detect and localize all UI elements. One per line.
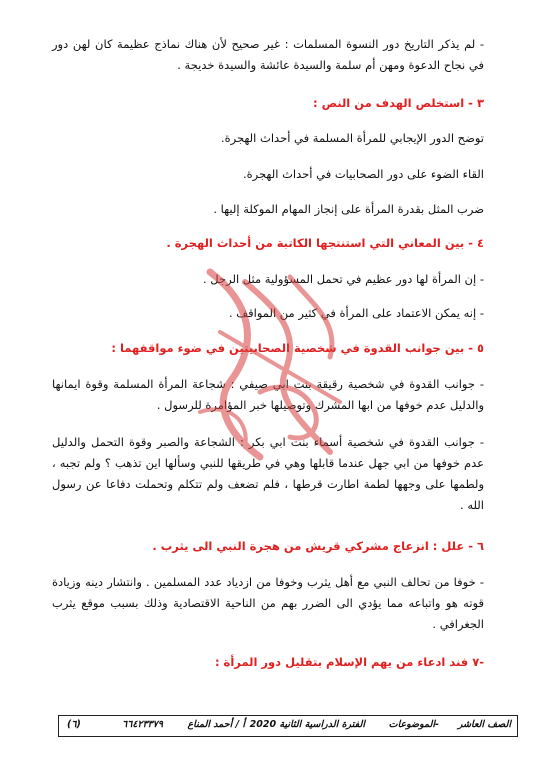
footer-teacher: أ / أحمد المناع (187, 719, 245, 730)
answer-paragraph: - إنه يمكن الاعتماد على المرأة في كثير من المواقف . (228, 306, 484, 320)
footer-grade: الصف العاشر (457, 719, 511, 730)
answer-paragraph: - إن المرأة لها دور عظيم في تحمل المسؤولية مثل الرجل . (202, 272, 484, 286)
question-heading: ٤ - بين المعاني التي استنتجها الكاتبة من أحداث الهجرة . (166, 236, 484, 250)
footer-phone: ٦٦٤٢٣٣٧٩ (122, 719, 163, 730)
question-heading: -٧ فند ادعاء من يهم الإسلام بتقليل دور المرأة : (214, 655, 484, 669)
question-heading: ٦ - علل : انزعاج مشركي قريش من هجرة النبي الى يثرب . (152, 539, 484, 553)
watermark-stroke (210, 272, 260, 457)
answer-paragraph: - جوانب القدوة في شخصية رقيقة بنت ابي صيفي : شجاعة المرأة المسلمة وقوة ايمانها والدليل عدم خوفها من ابها المشرك وتوصيلها خبر المؤامرة للرسول . (52, 377, 484, 412)
answer-paragraph: - لم يذكر التاريخ دور النسوة المسلمات : غير صحيح لأن هناك نماذج عظيمة كان لهن دور في نجاح الدعوة ومهن أم سلمة والسيدة عائشة والسيدة خديجة . (52, 37, 484, 72)
page-footer (58, 715, 518, 737)
footer-subject: -الموضوعات (388, 719, 439, 730)
answer-paragraph: القاء الضوء على دور الصحابيات في أحداث الهجرة. (242, 167, 484, 181)
answer-paragraph: توضح الدور الإيجابي للمرأة المسلمة في أحداث الهجرة. (220, 131, 484, 145)
footer-term: الفترة الدراسية الثانية 2020 (249, 719, 365, 730)
answer-paragraph: - جوانب القدوة في شخصية أسماء بنت ابي بكر : الشجاعة والصبر وقوة التحمل والدليل عدم خوفها من ابي جهل عندما قابلها وهي في طريقها للنبي وسألها اين تذهب ؟ ولم تجبه ، ولطمها على وجهها لطمة اطارت قرطها ، فلم تضعف ولم تتكلم وتحملت دفاعا عن رسول الله . (52, 435, 484, 512)
question-heading: ٣ - استخلص الهدف من النص : (312, 96, 484, 110)
question-heading: ٥ - بين جوانب القدوة في شخصية الصحابيتين في ضوء مواقفهما : (111, 341, 484, 355)
footer-page-number: (٦) (67, 719, 81, 730)
answer-paragraph: ضرب المثل بقدرة المرأة على إنجاز المهام الموكلة إليها . (213, 202, 484, 216)
answer-paragraph: - خوفا من تحالف النبي مع أهل يثرب وخوفا من ازدياد عدد المسلمين . وانتشار دينه وزيادة قوته هو واتباعه مما يؤدي الى الضرر بهم من الناحية الاقتصادية وذلك بسبب موقع يثرب الجغرافي . (52, 575, 484, 631)
